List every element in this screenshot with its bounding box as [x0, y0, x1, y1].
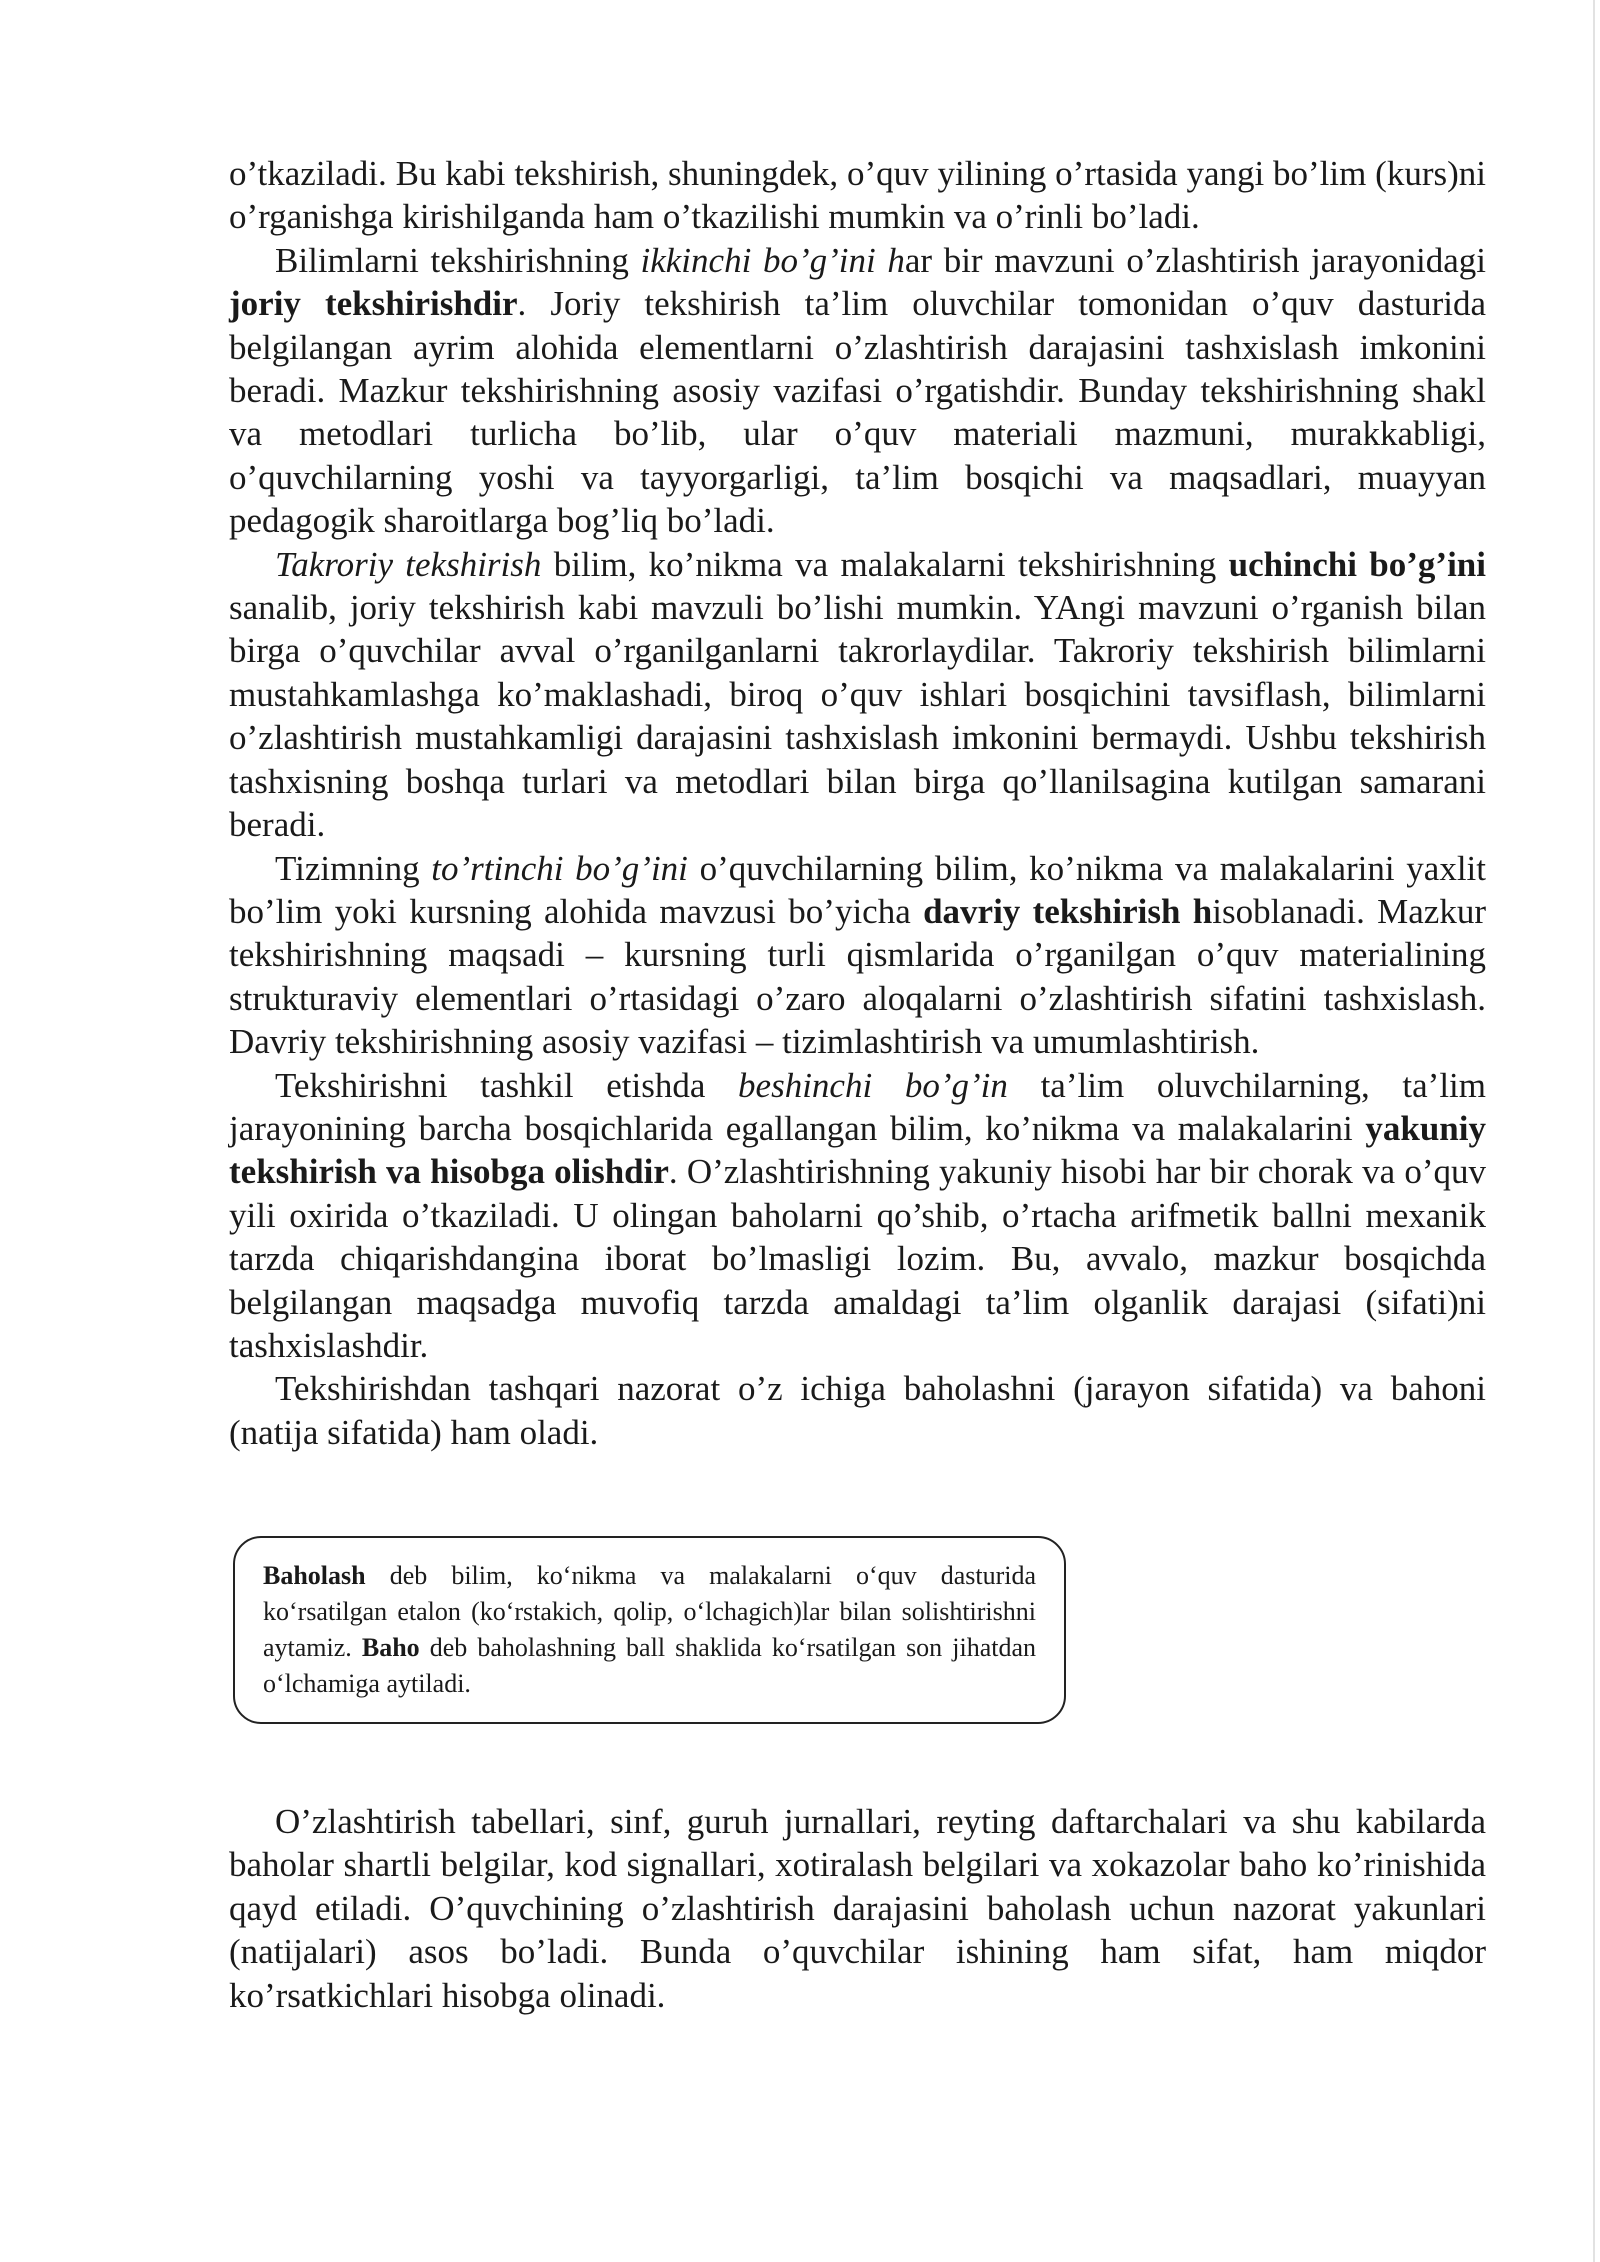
page-edge-line — [1593, 0, 1595, 2262]
text-run: . Joriy tekshirish ta’lim oluvchilar tomonidan o’quv dasturida belgilangan ayrim alohida elementlarni o’zlashtirish darajasini tashxislash imkonini beradi. Mazkur tekshirishning asosiy vazifasi o’rgatishdir. Bunday tekshirishning shakl va metodlari turlicha bo’lib, ular o’quv materiali mazmuni, murakkabligi, o’quvchilarning yoshi va tayyorgarligi, ta’lim bosqichi va maqsadlari, muayyan pedagogik sharoitlarga bog’liq bo’ladi. — [229, 284, 1487, 541]
text-run: o’quvchilarning bilim, ko’nikma va malakalarini yaxlit bo’lim yoki kursning alohida mavzusi bo’yicha — [229, 848, 1486, 931]
text-run: Bilimlarni tekshirishning — [275, 240, 641, 280]
text-run: bilim, ko’nikma va malakalarni tekshirishning — [541, 544, 1229, 584]
bold-text: Baho — [361, 1633, 420, 1662]
main-text-body — [229, 152, 1486, 1454]
text-run: sanalib, joriy tekshirish kabi mavzuli bo’lishi mumkin. YAngi mavzuni o’rganish bilan birga o’quvchilar avval o’rganilganlarni takrorlaydilar. Takroriy tekshirish bilimlarni mustahkamlashga ko’maklashadi, biroq o’quv ishlari bosqichini tavsiflash, bilimlarni o’zlashtirish mustahkamligi darajasini tashxislash imkonini bermaydi. Ushbu tekshirish tashxisning boshqa turlari va metodlari bilan birga qo’llanilsagina kutilgan samarani beradi. — [229, 588, 1486, 845]
bold-text: Baholash — [263, 1561, 366, 1590]
text-run: deb baholashning ball shaklida ko‘rsatilgan son jihatdan o‘lchamiga aytiladi. — [263, 1633, 1036, 1698]
text-run: ar bir mavzuni o’zlashtirish jarayonidagi — [904, 240, 1486, 280]
italic-text: beshinchi bo’g’in — [738, 1065, 1008, 1105]
bold-text: davriy tekshirish h — [923, 891, 1213, 931]
bold-text: joriy tekshirishdir — [229, 284, 518, 324]
text-run: . O’zlashtirishning yakuniy hisobi har bir chorak va o’quv yili oxirida o’tkaziladi. U olingan baholarni qo’shib, o’rtacha arifmetik ballni mexanik tarzda chiqarishdangina iborat bo’lmasligi lozim. Bu, avvalo, mazkur bosqichda belgilangan maqsadga muvofiq tarzda amaldagi ta’lim olganlik darajasi (sifati)ni tashxislashdir. — [229, 1152, 1486, 1365]
text-run: isoblanadi. Mazkur tekshirishning maqsadi – kursning turli qismlarida o’rganilgan o’quv materialining strukturaviy elementlari o’rtasidagi o’zaro aloqalarni o’zlashtirish sifatini tashxislash. Davriy tekshirishning asosiy vazifasi – tizimlashtirish va umumlashtirish. — [229, 891, 1486, 1062]
paragraph — [229, 1367, 1486, 1454]
paragraph — [229, 847, 1486, 1064]
text-run: deb bilim, ko‘nikma va malakalarni o‘quv dasturida ko‘rsatilgan etalon (ko‘rstakich, qolip, o‘lchagich)lar bilan solishtirishni aytamiz. — [263, 1561, 1036, 1662]
bottom-text-body — [229, 1800, 1486, 2017]
bold-text: uchinchi bo’g’ini — [1228, 544, 1486, 584]
italic-text: Takroriy tekshirish — [275, 544, 542, 584]
definition-box — [233, 1536, 1066, 1724]
italic-text: to’rtinchi bo’g’ini — [431, 848, 688, 888]
paragraph — [229, 1800, 1486, 2017]
italic-text: ikkinchi bo’g’ini h — [640, 240, 905, 280]
text-run: Tizimning — [275, 848, 432, 888]
paragraph — [229, 152, 1486, 239]
text-run: O’zlashtirish tabellari, sinf, guruh jurnallari, reyting daftarchalari va shu kabilarda baholar shartli belgilar, kod signallari, xotiralash belgilari va xokazolar baho ko’rinishida qayd etiladi. O’quvchining o’zlashtirish darajasini baholash uchun nazorat yakunlari (natijalari) asos bo’ladi. Bunda o’quvchilar ishining ham sifat, ham miqdor ko’rsatkichlari hisobga olinadi. — [229, 1802, 1486, 2015]
text-run: ta’lim oluvchilarning, ta’lim jarayonining barcha bosqichlarida egallangan bilim, ko’nikma va malakalarini — [229, 1065, 1486, 1148]
text-run: o’tkaziladi. Bu kabi tekshirish, shuningdek, o’quv yilining o’rtasida yangi bo’lim (kurs)ni o’rganishga kirishilganda ham o’tkazilishi mumkin va o’rinli bo’ladi. — [229, 154, 1486, 237]
text-run: Tekshirishdan tashqari nazorat o’z ichiga baholashni (jarayon sifatida) va bahoni (natija sifatida) ham oladi. — [229, 1369, 1486, 1452]
text-run: Tekshirishni tashkil etishda — [275, 1065, 739, 1105]
definition-text — [263, 1558, 1036, 1702]
bold-text: yakuniy tekshirish va hisobga olishdir — [229, 1108, 1486, 1192]
paragraph — [229, 1064, 1486, 1368]
paragraph — [229, 543, 1486, 847]
paragraph — [229, 239, 1486, 543]
